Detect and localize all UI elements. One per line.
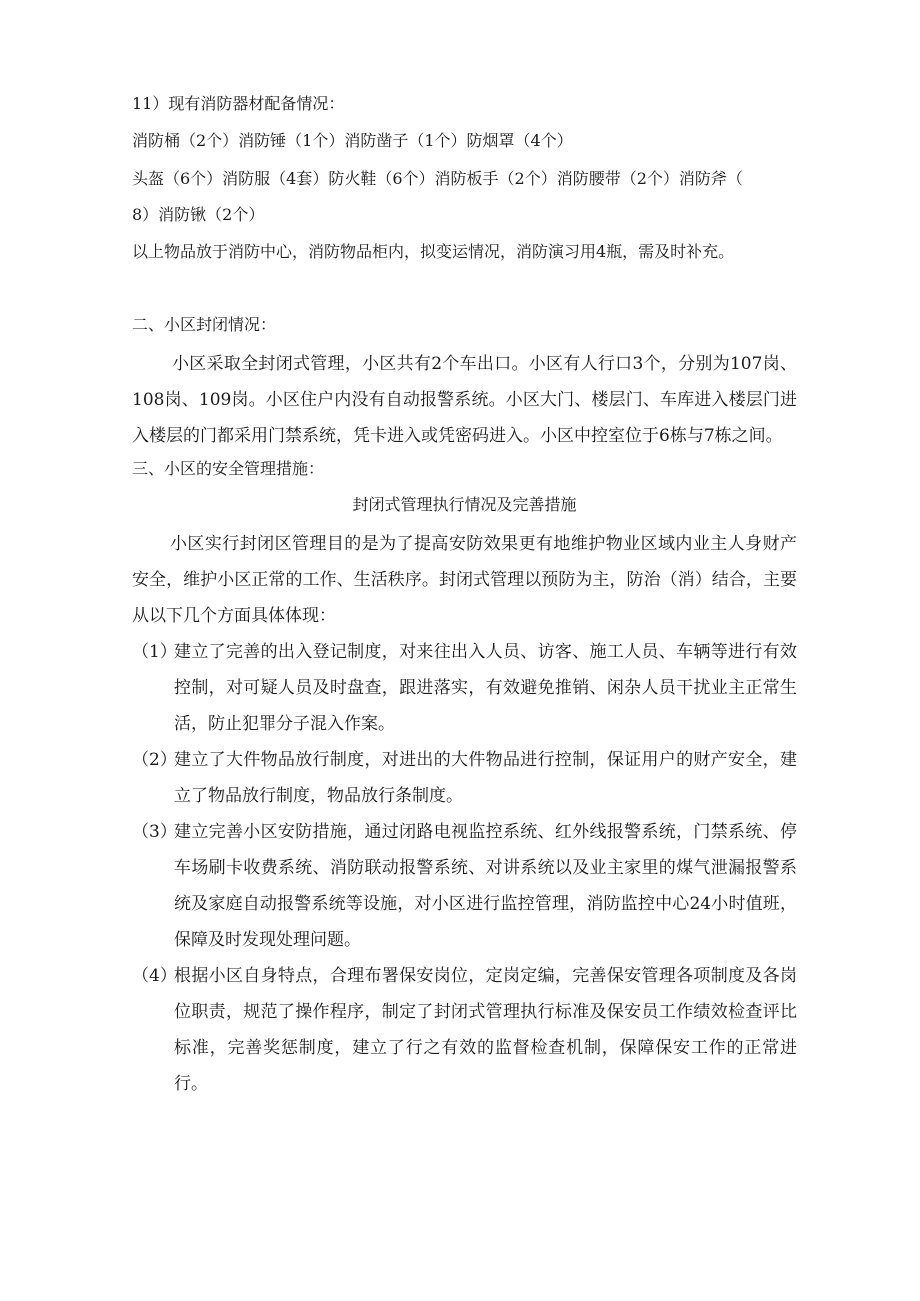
measure-item-number: （4） bbox=[132, 966, 177, 986]
fire-equipment-line-2: 头盔（6个）消防服（4套）防火鞋（6个）消防板手（2个）消防腰带（2个）消防斧（ bbox=[132, 169, 743, 188]
section-3-heading: 三、小区的安全管理措施： bbox=[132, 459, 325, 478]
fire-equipment-line-1: 消防桶（2个）消防锤（1个）消防凿子（1个）防烟罩（4个） bbox=[132, 131, 573, 150]
measure-item-3 bbox=[132, 814, 797, 958]
measure-item-1 bbox=[132, 634, 797, 742]
measure-item-number: （2） bbox=[132, 750, 177, 770]
measure-item-text: 建立了大件物品放行制度，对进出的大件物品进行控制，保证用户的财产安全，建立了物品放行制度，物品放行条制度。 bbox=[174, 750, 797, 806]
section-2-heading: 二、小区封闭情况： bbox=[132, 315, 277, 334]
fire-equipment-line-3: 8）消防锹（2个） bbox=[132, 205, 265, 224]
measure-item-4 bbox=[132, 958, 797, 1102]
measure-item-number: （1） bbox=[132, 642, 177, 662]
measure-item-text: 根据小区自身特点，合理布署保安岗位，定岗定编，完善保安管理各项制度及各岗位职责，规范了操作程序，制定了封闭式管理执行标准及保安员工作绩效检查评比标准，完善奖惩制度，建立了行之有效的监督检查机制，保障保安工作的正常进行。 bbox=[174, 966, 797, 1094]
fire-equipment-note: 以上物品放于消防中心，消防物品柜内，拟变运情况，消防演习用4瓶，需及时补充。 bbox=[132, 242, 735, 261]
section-3-title: 封闭式管理执行情况及完善措施 bbox=[352, 495, 577, 514]
measure-item-2 bbox=[132, 742, 797, 814]
measure-item-text: 建立了完善的出入登记制度，对来往出入人员、访客、施工人员、车辆等进行有效控制，对可疑人员及时盘查，跟进落实，有效避免推销、闲杂人员干扰业主正常生活，防止犯罪分子混入作案。 bbox=[174, 642, 797, 734]
section-2-paragraph: 小区采取全封闭式管理，小区共有2个车出口。小区有人行口3个，分别为107岗、108岗、109岗。小区住户内没有自动报警系统。小区大门、楼层门、车库进入楼层门进入楼层的门都采用门禁系统，凭卡进入或凭密码进入。小区中控室位于6栋与7栋之间。 bbox=[132, 354, 797, 446]
fire-equipment-heading: 11）现有消防器材配备情况： bbox=[132, 94, 345, 113]
section-3-intro: 小区实行封闭区管理目的是为了提高安防效果更有地维护物业区域内业主人身财产安全，维护小区正常的工作、生活秩序。封闭式管理以预防为主，防治（消）结合，主要从以下几个方面具体体现： bbox=[132, 534, 797, 626]
measure-item-number: （3） bbox=[132, 822, 177, 842]
measure-item-text: 建立完善小区安防措施，通过闭路电视监控系统、红外线报警系统，门禁系统、停车场刷卡收费系统、消防联动报警系统、对讲系统以及业主家里的煤气泄漏报警系统及家庭自动报警系统等设施，对小区进行监控管理，消防监控中心24小时值班，保障及时发现处理问题。 bbox=[174, 822, 797, 950]
